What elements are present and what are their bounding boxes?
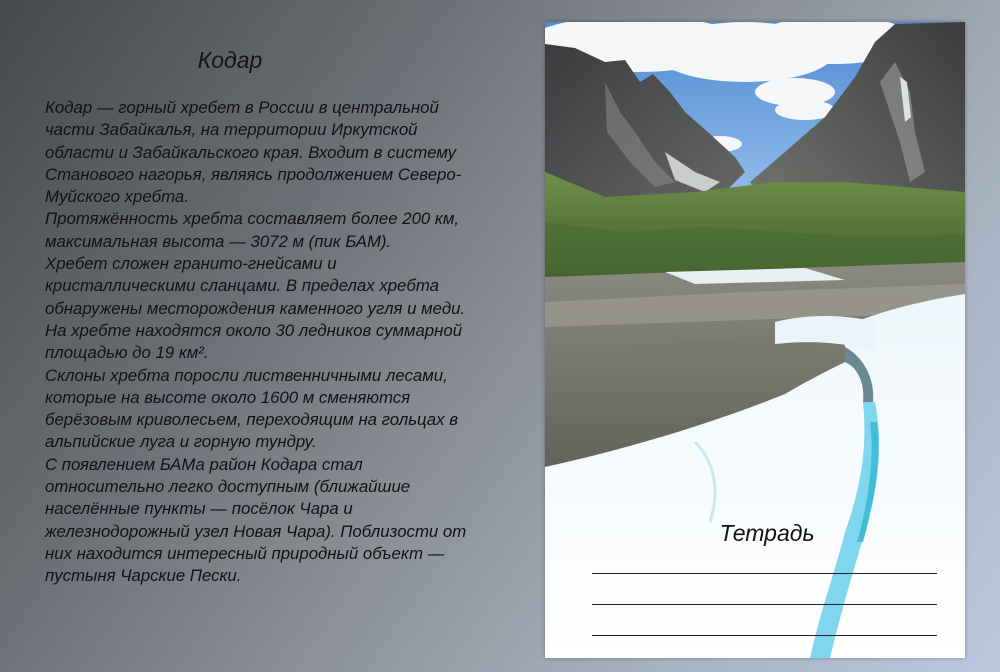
article-paragraph: С появлением БАМа район Кодара стал относительно легко доступным (ближайшие населённые пункты — посёлок Чара и железнодорожный узел Новая Чара). Поблизости от них находится интересный природный объект — пустыня Чарские Пески. — [45, 454, 467, 586]
writing-line — [592, 573, 937, 574]
article-paragraph: Протяжённость хребта составляет более 200 км, максимальная высота — 3072 м (пик БАМ). — [45, 209, 459, 251]
article-body — [45, 97, 485, 588]
notebook-cover — [545, 22, 965, 658]
mountain-landscape-photo — [545, 22, 965, 658]
article-paragraph: Склоны хребта поросли лиственничными лесами, которые на высоте около 1600 м сменяются берёзовым криволесьем, переходящим на гольцах в альпийские луга и горную тундру. — [45, 365, 458, 452]
writing-line — [592, 635, 937, 636]
article-paragraph: Кодар — горный хребет в России в центральной части Забайкалья, на территории Иркутской области и Забайкальского края. Входит в систему Станового нагорья, являясь продолжением Северо-Муйского хребта. — [45, 98, 462, 207]
article-paragraph: Хребет сложен гранито-гнейсами и кристаллическими сланцами. В пределах хребта обнаружены месторождения каменного угля и меди. — [45, 254, 466, 318]
article-title: Кодар — [197, 47, 263, 73]
notebook-label: Тетрадь — [719, 520, 815, 546]
article-paragraph: На хребте находятся около 30 ледников суммарной площадью до 19 км². — [45, 320, 463, 363]
writing-line — [592, 604, 937, 605]
